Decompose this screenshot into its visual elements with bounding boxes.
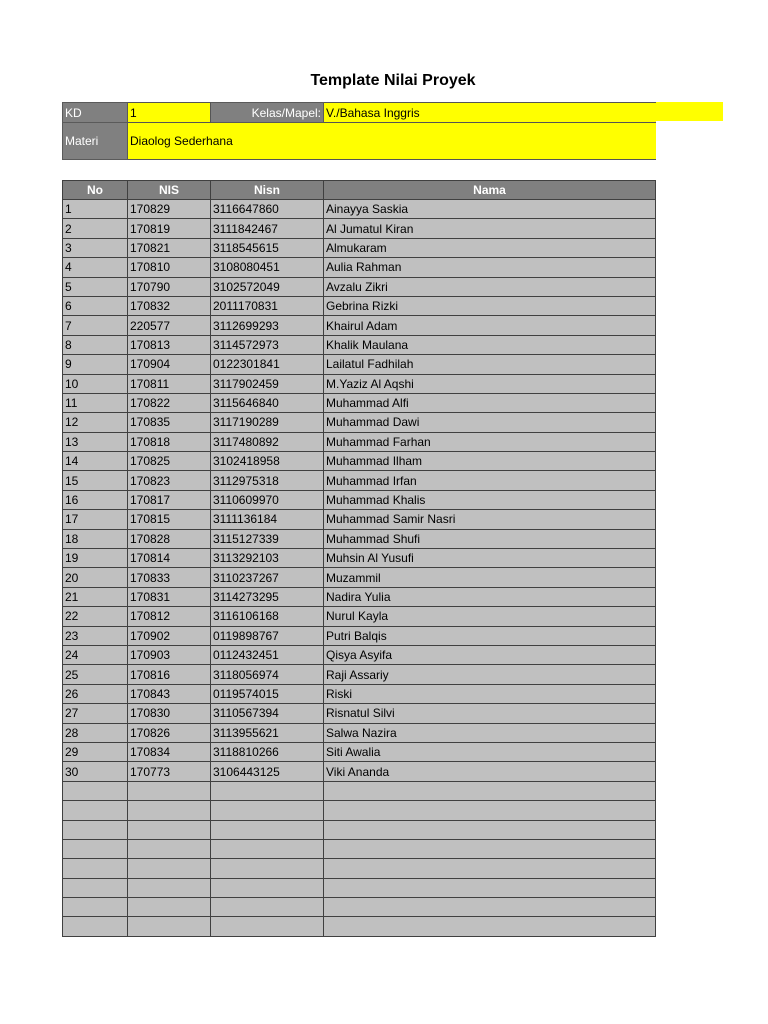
page-title: Template Nilai Proyek	[310, 72, 476, 89]
cell-nisn[interactable]: 3115127339	[211, 529, 324, 548]
cell-nama[interactable]: Muhammad Shufi	[324, 529, 656, 548]
cell-no[interactable]: 21	[63, 587, 128, 606]
kd-label: KD	[63, 103, 128, 123]
table-row	[63, 277, 656, 296]
cell-nis[interactable]	[128, 878, 211, 897]
cell-nisn[interactable]	[211, 917, 324, 936]
cell-no[interactable]: 17	[63, 510, 128, 529]
cell-nis[interactable]: 170811	[128, 374, 211, 393]
cell-nama[interactable]: Risnatul Silvi	[324, 704, 656, 723]
cell-no[interactable]: 23	[63, 626, 128, 645]
table-row	[63, 471, 656, 490]
cell-nama[interactable]: Khalik Maulana	[324, 335, 656, 354]
info-table	[62, 102, 656, 160]
highlight-cell	[655, 102, 723, 121]
cell-nis[interactable]	[128, 898, 211, 917]
cell-nisn[interactable]	[211, 801, 324, 820]
cell-nama[interactable]	[324, 839, 656, 858]
cell-nisn[interactable]: 3111136184	[211, 510, 324, 529]
cell-nisn[interactable]: 3102572049	[211, 277, 324, 296]
table-row	[63, 898, 656, 917]
cell-nama[interactable]: Gebrina Rizki	[324, 296, 656, 315]
table-row	[63, 200, 656, 219]
materi-value[interactable]: Diaolog Sederhana	[128, 123, 656, 160]
cell-no[interactable]	[63, 898, 128, 917]
cell-nama[interactable]: Muhammad Dawi	[324, 413, 656, 432]
cell-nis[interactable]: 170813	[128, 335, 211, 354]
cell-nama[interactable]: Muhammad Irfan	[324, 471, 656, 490]
cell-nis[interactable]: 170903	[128, 645, 211, 664]
cell-nis[interactable]: 170832	[128, 296, 211, 315]
cell-nis[interactable]: 170831	[128, 587, 211, 606]
cell-nisn[interactable]: 0122301841	[211, 355, 324, 374]
cell-nisn[interactable]: 3114572973	[211, 335, 324, 354]
cell-nama[interactable]: Siti Awalia	[324, 742, 656, 761]
cell-no[interactable]: 29	[63, 742, 128, 761]
cell-no[interactable]: 15	[63, 471, 128, 490]
cell-no[interactable]: 30	[63, 762, 128, 781]
cell-nama[interactable]: Muhsin Al Yusufi	[324, 549, 656, 568]
cell-nisn[interactable]: 3111842467	[211, 219, 324, 238]
cell-no[interactable]	[63, 917, 128, 936]
cell-no[interactable]: 25	[63, 665, 128, 684]
cell-nisn[interactable]	[211, 859, 324, 878]
cell-nama[interactable]: Muhammad Khalis	[324, 490, 656, 509]
cell-no[interactable]: 13	[63, 432, 128, 451]
cell-nama[interactable]: Khairul Adam	[324, 316, 656, 335]
cell-nama[interactable]: Aulia Rahman	[324, 258, 656, 277]
cell-nama[interactable]	[324, 859, 656, 878]
cell-nis[interactable]	[128, 781, 211, 800]
cell-nama[interactable]: M.Yaziz Al Aqshi	[324, 374, 656, 393]
cell-nama[interactable]: Nadira Yulia	[324, 587, 656, 606]
cell-no[interactable]: 8	[63, 335, 128, 354]
cell-nama[interactable]: Ainayya Saskia	[324, 200, 656, 219]
materi-label: Materi	[63, 123, 128, 160]
cell-nisn[interactable]: 3113955621	[211, 723, 324, 742]
table-row	[63, 238, 656, 257]
table-row	[63, 607, 656, 626]
cell-nama[interactable]: Avzalu Zikri	[324, 277, 656, 296]
table-row	[63, 413, 656, 432]
cell-nama[interactable]: Al Jumatul Kiran	[324, 219, 656, 238]
column-header-nisn: Nisn	[211, 181, 324, 200]
cell-nama[interactable]	[324, 898, 656, 917]
cell-no[interactable]	[63, 820, 128, 839]
cell-no[interactable]: 20	[63, 568, 128, 587]
cell-no[interactable]: 14	[63, 452, 128, 471]
table-row	[63, 549, 656, 568]
cell-nis[interactable]: 170829	[128, 200, 211, 219]
table-row	[63, 801, 656, 820]
cell-nis[interactable]: 170823	[128, 471, 211, 490]
cell-nisn[interactable]: 3115646840	[211, 393, 324, 412]
cell-nisn[interactable]: 3116647860	[211, 200, 324, 219]
cell-nis[interactable]: 170790	[128, 277, 211, 296]
cell-nisn[interactable]: 3113292103	[211, 549, 324, 568]
cell-nis[interactable]: 170817	[128, 490, 211, 509]
table-row	[63, 878, 656, 897]
table-row	[63, 452, 656, 471]
cell-nisn[interactable]: 3110237267	[211, 568, 324, 587]
cell-nis[interactable]: 170902	[128, 626, 211, 645]
cell-nama[interactable]: Almukaram	[324, 238, 656, 257]
cell-nis[interactable]: 170810	[128, 258, 211, 277]
cell-nis[interactable]	[128, 917, 211, 936]
cell-nis[interactable]: 170826	[128, 723, 211, 742]
table-row	[63, 316, 656, 335]
cell-nama[interactable]	[324, 801, 656, 820]
table-row	[63, 917, 656, 936]
cell-nama[interactable]: Riski	[324, 684, 656, 703]
cell-nis[interactable]	[128, 801, 211, 820]
cell-nis[interactable]: 170818	[128, 432, 211, 451]
cell-nis[interactable]: 170821	[128, 238, 211, 257]
table-row	[63, 839, 656, 858]
cell-nisn[interactable]	[211, 781, 324, 800]
cell-nisn[interactable]: 3116106168	[211, 607, 324, 626]
cell-nis[interactable]: 170812	[128, 607, 211, 626]
cell-nis[interactable]: 170833	[128, 568, 211, 587]
cell-nama[interactable]: Salwa Nazira	[324, 723, 656, 742]
cell-no[interactable]	[63, 859, 128, 878]
column-header-no: No	[63, 181, 128, 200]
cell-no[interactable]	[63, 878, 128, 897]
cell-nis[interactable]: 170843	[128, 684, 211, 703]
cell-nisn[interactable]	[211, 898, 324, 917]
cell-nama[interactable]: Qisya Asyifa	[324, 645, 656, 664]
cell-nisn[interactable]: 3110609970	[211, 490, 324, 509]
cell-nisn[interactable]: 3106443125	[211, 762, 324, 781]
table-row	[63, 393, 656, 412]
cell-nisn[interactable]: 0112432451	[211, 645, 324, 664]
cell-nis[interactable]: 170822	[128, 393, 211, 412]
cell-nis[interactable]: 170819	[128, 219, 211, 238]
cell-nis[interactable]: 170773	[128, 762, 211, 781]
table-row	[63, 510, 656, 529]
table-row	[63, 296, 656, 315]
cell-nis[interactable]: 170814	[128, 549, 211, 568]
cell-no[interactable]: 4	[63, 258, 128, 277]
cell-nisn[interactable]: 3117480892	[211, 432, 324, 451]
cell-nisn[interactable]	[211, 878, 324, 897]
cell-no[interactable]: 19	[63, 549, 128, 568]
table-row	[63, 859, 656, 878]
cell-no[interactable]: 1	[63, 200, 128, 219]
table-row	[63, 335, 656, 354]
table-row	[63, 781, 656, 800]
table-row	[63, 626, 656, 645]
cell-nisn[interactable]: 0119574015	[211, 684, 324, 703]
cell-nama[interactable]: Raji Assariy	[324, 665, 656, 684]
cell-nisn[interactable]: 3117190289	[211, 413, 324, 432]
student-table	[62, 180, 656, 937]
cell-nisn[interactable]: 3102418958	[211, 452, 324, 471]
cell-no[interactable]: 18	[63, 529, 128, 548]
cell-no[interactable]: 9	[63, 355, 128, 374]
kelas-value[interactable]: V./Bahasa Inggris	[324, 103, 656, 123]
cell-no[interactable]: 27	[63, 704, 128, 723]
cell-no[interactable]: 16	[63, 490, 128, 509]
cell-nis[interactable]: 170834	[128, 742, 211, 761]
cell-nama[interactable]: Putri Balqis	[324, 626, 656, 645]
table-row	[63, 723, 656, 742]
cell-nama[interactable]: Muhammad Ilham	[324, 452, 656, 471]
cell-no[interactable]: 22	[63, 607, 128, 626]
cell-nama[interactable]	[324, 917, 656, 936]
cell-no[interactable]: 26	[63, 684, 128, 703]
cell-nisn[interactable]: 3118056974	[211, 665, 324, 684]
cell-nis[interactable]: 170904	[128, 355, 211, 374]
cell-no[interactable]: 7	[63, 316, 128, 335]
column-header-nama: Nama	[324, 181, 656, 200]
cell-nisn[interactable]	[211, 820, 324, 839]
cell-no[interactable]: 6	[63, 296, 128, 315]
table-row	[63, 665, 656, 684]
table-row	[63, 490, 656, 509]
cell-no[interactable]: 11	[63, 393, 128, 412]
cell-nama[interactable]	[324, 781, 656, 800]
table-row	[63, 529, 656, 548]
cell-no[interactable]	[63, 801, 128, 820]
table-row	[63, 762, 656, 781]
table-row	[63, 432, 656, 451]
cell-nis[interactable]	[128, 820, 211, 839]
table-row	[63, 355, 656, 374]
table-row	[63, 374, 656, 393]
table-row	[63, 219, 656, 238]
cell-nis[interactable]: 170825	[128, 452, 211, 471]
cell-no[interactable]: 12	[63, 413, 128, 432]
cell-nis[interactable]: 220577	[128, 316, 211, 335]
cell-nis[interactable]	[128, 839, 211, 858]
cell-no[interactable]: 3	[63, 238, 128, 257]
cell-nisn[interactable]: 3112975318	[211, 471, 324, 490]
kelas-label: Kelas/Mapel:	[211, 103, 324, 123]
cell-no[interactable]: 28	[63, 723, 128, 742]
cell-nis[interactable]	[128, 859, 211, 878]
cell-nisn[interactable]: 3118545615	[211, 238, 324, 257]
cell-nama[interactable]: Muhammad Farhan	[324, 432, 656, 451]
column-header-nis: NIS	[128, 181, 211, 200]
kd-value[interactable]: 1	[128, 103, 211, 123]
cell-nama[interactable]: Lailatul Fadhilah	[324, 355, 656, 374]
cell-nama[interactable]: Nurul Kayla	[324, 607, 656, 626]
cell-nisn[interactable]: 3114273295	[211, 587, 324, 606]
table-row	[63, 742, 656, 761]
cell-no[interactable]: 2	[63, 219, 128, 238]
cell-no[interactable]	[63, 839, 128, 858]
cell-no[interactable]: 5	[63, 277, 128, 296]
cell-nis[interactable]: 170835	[128, 413, 211, 432]
table-row	[63, 820, 656, 839]
table-row	[63, 258, 656, 277]
cell-nis[interactable]: 170828	[128, 529, 211, 548]
cell-nisn[interactable]: 3117902459	[211, 374, 324, 393]
cell-nisn[interactable]	[211, 839, 324, 858]
cell-nama[interactable]: Viki Ananda	[324, 762, 656, 781]
cell-nisn[interactable]: 3110567394	[211, 704, 324, 723]
cell-no[interactable]: 24	[63, 645, 128, 664]
table-row	[63, 645, 656, 664]
cell-nis[interactable]: 170815	[128, 510, 211, 529]
table-row	[63, 587, 656, 606]
table-row	[63, 704, 656, 723]
cell-nama[interactable]: Muhammad Samir Nasri	[324, 510, 656, 529]
cell-no[interactable]: 10	[63, 374, 128, 393]
cell-nama[interactable]	[324, 878, 656, 897]
cell-no[interactable]	[63, 781, 128, 800]
table-row	[63, 568, 656, 587]
cell-nama[interactable]: Muhammad Alfi	[324, 393, 656, 412]
cell-nisn[interactable]: 0119898767	[211, 626, 324, 645]
cell-nisn[interactable]: 2011170831	[211, 296, 324, 315]
cell-nis[interactable]: 170816	[128, 665, 211, 684]
cell-nisn[interactable]: 3108080451	[211, 258, 324, 277]
cell-nisn[interactable]: 3118810266	[211, 742, 324, 761]
cell-nis[interactable]: 170830	[128, 704, 211, 723]
table-row	[63, 684, 656, 703]
cell-nisn[interactable]: 3112699293	[211, 316, 324, 335]
cell-nama[interactable]: Muzammil	[324, 568, 656, 587]
cell-nama[interactable]	[324, 820, 656, 839]
